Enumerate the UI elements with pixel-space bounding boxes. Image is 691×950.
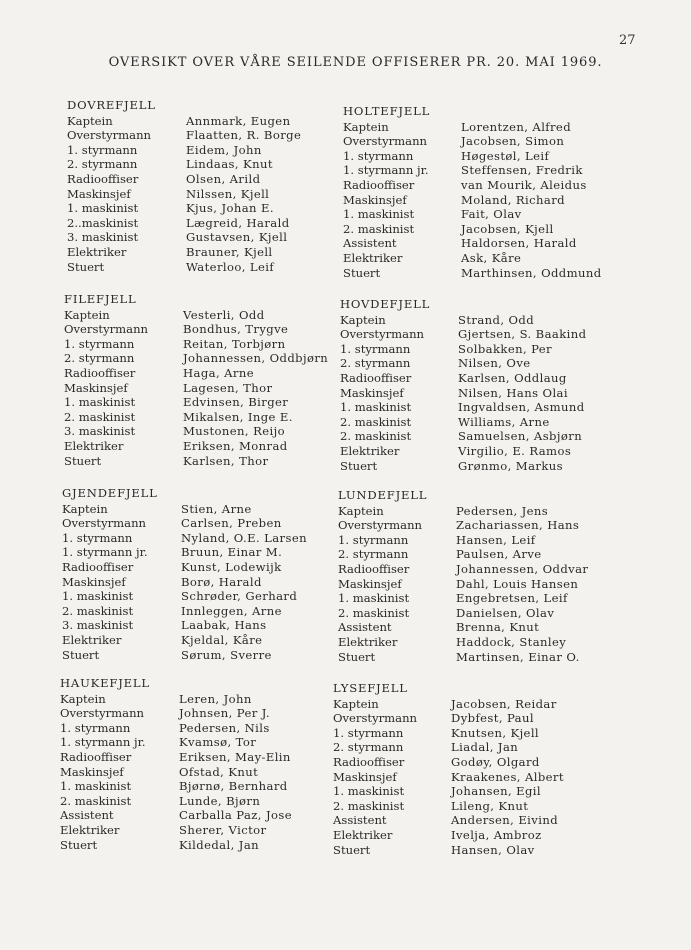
crew-rank: 2. maskinist — [64, 409, 136, 424]
crew-rank: 2..maskinist — [67, 215, 139, 230]
crew-row — [338, 577, 588, 592]
crew-row — [338, 620, 588, 635]
crew-name: Kunst, Lodewijk — [181, 559, 282, 574]
crew-name: Lægreid, Harald — [186, 215, 290, 230]
crew-row — [338, 504, 588, 519]
crew-row — [62, 545, 307, 560]
crew-name: Mikalsen, Inge E. — [183, 409, 293, 424]
crew-row — [338, 518, 588, 533]
crew-rank: Overstyrmann — [338, 518, 422, 533]
crew-name: Mustonen, Reijo — [183, 424, 285, 439]
crew-name: Dahl, Louis Hansen — [456, 576, 579, 591]
ship-block-gjendefjell — [62, 486, 307, 662]
crew-name: Ivelja, Ambroz — [451, 827, 542, 842]
crew-name: Borø, Harald — [181, 574, 262, 589]
crew-row — [60, 794, 292, 809]
crew-row — [64, 381, 328, 396]
crew-row — [333, 740, 564, 755]
crew-row — [340, 444, 586, 459]
crew-row — [67, 187, 301, 202]
page-heading: OVERSIKT OVER VÅRE SEILENDE OFFISERER PR. 20. MAI 1969. — [108, 55, 603, 70]
crew-name: Grønmo, Markus — [458, 458, 563, 473]
crew-row — [67, 245, 301, 260]
crew-name: Bruun, Einar M. — [181, 545, 283, 560]
crew-rank: 2. maskinist — [343, 221, 415, 236]
crew-rank: 2. maskinist — [340, 414, 412, 429]
crew-row — [60, 721, 292, 736]
crew-name: Lorentzen, Alfred — [461, 119, 572, 134]
crew-name: Danielsen, Olav — [456, 605, 555, 620]
crew-rank: 2. maskinist — [60, 793, 132, 808]
crew-rank: Maskinsjef — [333, 769, 397, 784]
crew-rank: 1. maskinist — [64, 395, 136, 410]
crew-name: Gjertsen, S. Baakind — [458, 327, 587, 342]
crew-rank: Radiooffiser — [64, 365, 136, 380]
crew-row — [340, 386, 586, 401]
crew-name: Haga, Arne — [183, 365, 254, 380]
crew-name: Haldorsen, Harald — [461, 236, 577, 251]
crew-rank: Kaptein — [333, 696, 379, 711]
crew-rank: 1. styrmann jr. — [343, 163, 429, 178]
crew-rank: Elektriker — [62, 632, 122, 647]
crew-row — [67, 216, 301, 231]
crew-row — [60, 692, 292, 707]
crew-name: Høgestøl, Leif — [461, 148, 550, 163]
crew-rank: Maskinsjef — [338, 576, 402, 591]
crew-rank: 3. maskinist — [67, 230, 139, 245]
crew-name: Virgilio, E. Ramos — [458, 443, 572, 458]
crew-name: Reitan, Torbjørn — [183, 336, 286, 351]
ship-block-holtefjell — [343, 104, 602, 280]
crew-row — [333, 813, 564, 828]
ship-name: LUNDEFJELL — [338, 488, 428, 502]
crew-name: Hansen, Olav — [451, 842, 535, 857]
crew-name: Carballa Paz, Jose — [179, 808, 292, 823]
crew-rank: 1. maskinist — [62, 589, 134, 604]
crew-row — [67, 114, 301, 129]
crew-row — [64, 337, 328, 352]
crew-name: Ofstad, Knut — [179, 764, 259, 779]
crew-row — [60, 779, 292, 794]
crew-row — [333, 828, 564, 843]
crew-row — [333, 726, 564, 741]
crew-row — [338, 533, 588, 548]
crew-row — [340, 459, 586, 474]
crew-row — [333, 843, 564, 858]
crew-row — [338, 547, 588, 562]
crew-rank: Elektriker — [333, 827, 393, 842]
crew-row — [62, 575, 307, 590]
ship-name: HOVDEFJELL — [340, 297, 431, 311]
crew-row — [338, 591, 588, 606]
crew-name: Strand, Odd — [458, 312, 535, 327]
crew-name: Steffensen, Fredrik — [461, 163, 583, 178]
crew-rank: Elektriker — [60, 822, 120, 837]
crew-row — [64, 322, 328, 337]
crew-row — [343, 178, 602, 193]
crew-row — [64, 395, 328, 410]
crew-row — [340, 400, 586, 415]
crew-name: van Mourik, Aleidus — [461, 177, 587, 192]
crew-name: Bondhus, Trygve — [183, 322, 289, 337]
crew-name: Karlsen, Thor — [183, 453, 269, 468]
crew-row — [62, 648, 307, 663]
crew-row — [67, 143, 301, 158]
crew-rank: 3. maskinist — [62, 618, 134, 633]
crew-name: Lileng, Knut — [451, 798, 529, 813]
crew-row — [62, 589, 307, 604]
crew-row — [62, 604, 307, 619]
crew-row — [340, 429, 586, 444]
crew-name: Waterloo, Leif — [186, 259, 275, 274]
crew-name: Johannessen, Oddbjørn — [183, 351, 329, 366]
crew-row — [343, 236, 602, 251]
crew-name: Williams, Arne — [458, 414, 550, 429]
crew-row — [340, 356, 586, 371]
crew-rank: Radiooffiser — [67, 171, 139, 186]
ship-name: GJENDEFJELL — [62, 486, 158, 500]
crew-rank: Radiooffiser — [333, 754, 405, 769]
crew-name: Jacobsen, Kjell — [461, 221, 554, 236]
ship-block-haukefjell — [60, 676, 292, 852]
crew-name: Pedersen, Jens — [456, 503, 549, 518]
crew-rank: Kaptein — [67, 113, 113, 128]
crew-rank: 2. styrmann — [340, 356, 411, 371]
crew-row — [67, 201, 301, 216]
crew-name: Laabak, Hans — [181, 618, 267, 633]
crew-row — [62, 531, 307, 546]
crew-name: Zachariassen, Hans — [456, 518, 580, 533]
crew-name: Gustavsen, Kjell — [186, 230, 288, 245]
crew-name: Dybfest, Paul — [451, 711, 534, 726]
crew-row — [333, 711, 564, 726]
crew-name: Kraakenes, Albert — [451, 769, 564, 784]
crew-name: Eriksen, May-Elin — [179, 749, 291, 764]
crew-name: Leren, John — [179, 691, 252, 706]
crew-rank: Elektriker — [340, 443, 400, 458]
crew-name: Johannessen, Oddvar — [456, 561, 589, 576]
crew-row — [333, 784, 564, 799]
crew-name: Stien, Arne — [181, 501, 252, 516]
crew-rank: 3. maskinist — [64, 424, 136, 439]
ship-block-filefjell — [64, 292, 328, 468]
crew-rank: 2. styrmann — [333, 740, 404, 755]
crew-name: Flaatten, R. Borge — [186, 128, 302, 143]
crew-row — [60, 706, 292, 721]
crew-rank: 2. styrmann — [64, 351, 135, 366]
crew-row — [343, 163, 602, 178]
crew-row — [333, 755, 564, 770]
crew-rank: Assistent — [333, 813, 387, 828]
crew-rank: 1. maskinist — [333, 784, 405, 799]
crew-rank: 1. maskinist — [60, 779, 132, 794]
crew-row — [60, 750, 292, 765]
crew-name: Solbakken, Per — [458, 341, 552, 356]
crew-row — [343, 207, 602, 222]
crew-rank: 2. maskinist — [62, 603, 134, 618]
crew-rank: 1. maskinist — [340, 400, 412, 415]
crew-row — [340, 415, 586, 430]
ship-name: HOLTEFJELL — [343, 104, 431, 118]
crew-name: Johansen, Egil — [451, 784, 542, 799]
crew-rank: Overstyrmann — [67, 128, 151, 143]
crew-row — [67, 128, 301, 143]
crew-name: Liadal, Jan — [451, 740, 519, 755]
crew-name: Brauner, Kjell — [186, 244, 273, 259]
crew-name: Haddock, Stanley — [456, 634, 567, 649]
crew-row — [64, 351, 328, 366]
crew-name: Nilssen, Kjell — [186, 186, 270, 201]
crew-rank: Stuert — [338, 649, 376, 664]
crew-rank: Kaptein — [338, 503, 384, 518]
crew-row — [333, 697, 564, 712]
crew-name: Lagesen, Thor — [183, 380, 273, 395]
crew-name: Engebretsen, Leif — [456, 591, 568, 606]
crew-row — [333, 799, 564, 814]
crew-rank: 1. maskinist — [67, 201, 139, 216]
crew-rank: 2. maskinist — [338, 605, 410, 620]
crew-name: Lunde, Bjørn — [179, 793, 261, 808]
crew-rank: Maskinsjef — [62, 574, 126, 589]
crew-rank: Radiooffiser — [343, 177, 415, 192]
crew-rank: Radiooffiser — [340, 370, 412, 385]
crew-rank: 1. styrmann — [62, 530, 133, 545]
crew-name: Hansen, Leif — [456, 532, 536, 547]
crew-name: Kjus, Johan E. — [186, 201, 274, 216]
crew-row — [343, 266, 602, 281]
ship-block-lysefjell — [333, 681, 564, 857]
crew-rank: Stuert — [62, 647, 100, 662]
crew-name: Kildedal, Jan — [179, 837, 259, 852]
crew-name: Kjeldal, Kåre — [181, 632, 263, 647]
crew-row — [343, 134, 602, 149]
crew-name: Pedersen, Nils — [179, 720, 270, 735]
crew-rank: Maskinsjef — [340, 385, 404, 400]
crew-rank: 1. styrmann — [343, 148, 414, 163]
crew-rank: 1. maskinist — [338, 591, 410, 606]
crew-name: Nilsen, Ove — [458, 356, 531, 371]
crew-row — [343, 120, 602, 135]
crew-name: Schrøder, Gerhard — [181, 589, 298, 604]
crew-name: Paulsen, Arve — [456, 547, 542, 562]
ship-name: FILEFJELL — [64, 292, 137, 306]
crew-rank: 1. styrmann — [340, 341, 411, 356]
crew-row — [62, 516, 307, 531]
crew-rank: Kaptein — [62, 501, 108, 516]
crew-row — [340, 313, 586, 328]
crew-rank: Elektriker — [64, 438, 124, 453]
crew-rank: Stuert — [343, 265, 381, 280]
crew-row — [338, 635, 588, 650]
crew-row — [60, 735, 292, 750]
crew-name: Lindaas, Knut — [186, 157, 273, 172]
crew-row — [64, 454, 328, 469]
crew-name: Olsen, Arild — [186, 171, 261, 186]
crew-rank: Assistent — [60, 808, 114, 823]
crew-rank: Radiooffiser — [338, 561, 410, 576]
crew-rank: Assistent — [343, 236, 397, 251]
crew-name: Ask, Kåre — [461, 250, 522, 265]
crew-row — [62, 560, 307, 575]
crew-row — [60, 838, 292, 853]
crew-row — [338, 562, 588, 577]
crew-rank: Stuert — [60, 837, 98, 852]
crew-rank: Kaptein — [64, 307, 110, 322]
ship-block-hovdefjell — [340, 297, 586, 473]
crew-rank: Overstyrmann — [62, 516, 146, 531]
crew-row — [60, 808, 292, 823]
crew-rank: Kaptein — [60, 691, 106, 706]
crew-name: Fait, Olav — [461, 207, 522, 222]
crew-rank: Overstyrmann — [340, 327, 424, 342]
ship-name: LYSEFJELL — [333, 681, 408, 695]
crew-name: Godøy, Olgard — [451, 754, 540, 769]
crew-name: Sherer, Victor — [179, 822, 267, 837]
crew-name: Bjørnø, Bernhard — [179, 779, 288, 794]
crew-row — [343, 193, 602, 208]
crew-row — [67, 230, 301, 245]
crew-row — [64, 439, 328, 454]
crew-rank: Overstyrmann — [64, 322, 148, 337]
crew-rank: 2. styrmann — [67, 157, 138, 172]
ship-name: DOVREFJELL — [67, 98, 156, 112]
crew-row — [62, 502, 307, 517]
crew-name: Innleggen, Arne — [181, 603, 282, 618]
crew-row — [64, 410, 328, 425]
crew-name: Carlsen, Preben — [181, 516, 282, 531]
crew-name: Edvinsen, Birger — [183, 395, 289, 410]
crew-row — [62, 633, 307, 648]
crew-name: Kvamsø, Tor — [179, 735, 257, 750]
crew-rank: 1. maskinist — [343, 207, 415, 222]
crew-name: Jacobsen, Reidar — [451, 696, 557, 711]
crew-name: Nyland, O.E. Larsen — [181, 530, 307, 545]
crew-row — [343, 149, 602, 164]
crew-rank: Stuert — [67, 259, 105, 274]
crew-rank: Elektriker — [343, 250, 403, 265]
crew-rank: Overstyrmann — [343, 134, 427, 149]
crew-rank: Radiooffiser — [62, 559, 134, 574]
crew-rank: 1. styrmann jr. — [60, 735, 146, 750]
crew-rank: 1. styrmann — [67, 142, 138, 157]
crew-row — [64, 366, 328, 381]
crew-row — [67, 172, 301, 187]
crew-rank: 2. maskinist — [333, 798, 405, 813]
crew-name: Jacobsen, Simon — [461, 134, 565, 149]
crew-name: Knutsen, Kjell — [451, 725, 540, 740]
crew-row — [67, 260, 301, 275]
crew-row — [338, 606, 588, 621]
crew-row — [60, 765, 292, 780]
crew-name: Martinsen, Einar O. — [456, 649, 580, 664]
crew-name: Vesterli, Odd — [183, 307, 265, 322]
crew-name: Brenna, Knut — [456, 620, 540, 635]
ship-block-lundefjell — [338, 488, 588, 664]
crew-name: Nilsen, Hans Olai — [458, 385, 568, 400]
crew-rank: Maskinsjef — [60, 764, 124, 779]
crew-row — [340, 327, 586, 342]
crew-row — [62, 618, 307, 633]
ship-block-dovrefjell — [67, 98, 301, 274]
crew-row — [343, 222, 602, 237]
crew-name: Andersen, Eivind — [451, 813, 559, 828]
crew-name: Moland, Richard — [461, 192, 566, 207]
crew-rank: 1. styrmann — [333, 725, 404, 740]
crew-rank: Kaptein — [343, 119, 389, 134]
crew-rank: Maskinsjef — [343, 192, 407, 207]
crew-name: Johnsen, Per J. — [179, 706, 271, 721]
crew-row — [343, 251, 602, 266]
crew-rank: Radiooffiser — [60, 749, 132, 764]
crew-name: Eidem, John — [186, 142, 262, 157]
crew-row — [60, 823, 292, 838]
crew-rank: Stuert — [340, 458, 378, 473]
crew-rank: Stuert — [333, 842, 371, 857]
crew-name: Ingvaldsen, Asmund — [458, 400, 585, 415]
crew-rank: 1. styrmann — [64, 336, 135, 351]
crew-name: Sørum, Sverre — [181, 647, 272, 662]
crew-row — [64, 424, 328, 439]
crew-row — [333, 770, 564, 785]
crew-rank: 1. styrmann — [60, 720, 131, 735]
crew-rank: 1. styrmann — [338, 532, 409, 547]
crew-rank: Elektriker — [338, 634, 398, 649]
crew-rank: 2. maskinist — [340, 429, 412, 444]
crew-rank: Elektriker — [67, 244, 127, 259]
crew-name: Karlsen, Oddlaug — [458, 370, 567, 385]
crew-row — [67, 157, 301, 172]
crew-row — [64, 308, 328, 323]
crew-row — [338, 650, 588, 665]
crew-rank: Maskinsjef — [64, 380, 128, 395]
crew-row — [340, 342, 586, 357]
crew-name: Annmark, Eugen — [186, 113, 291, 128]
crew-rank: 1. styrmann jr. — [62, 545, 148, 560]
crew-rank: Assistent — [338, 620, 392, 635]
crew-name: Eriksen, Monrad — [183, 438, 288, 453]
crew-name: Marthinsen, Oddmund — [461, 265, 602, 280]
crew-row — [340, 371, 586, 386]
crew-rank: 2. styrmann — [338, 547, 409, 562]
crew-rank: Kaptein — [340, 312, 386, 327]
crew-rank: Overstyrmann — [60, 706, 144, 721]
crew-rank: Stuert — [64, 453, 102, 468]
crew-rank: Overstyrmann — [333, 711, 417, 726]
crew-rank: Maskinsjef — [67, 186, 131, 201]
page-number: 27 — [619, 33, 636, 48]
crew-name: Samuelsen, Asbjørn — [458, 429, 583, 444]
ship-name: HAUKEFJELL — [60, 676, 150, 690]
